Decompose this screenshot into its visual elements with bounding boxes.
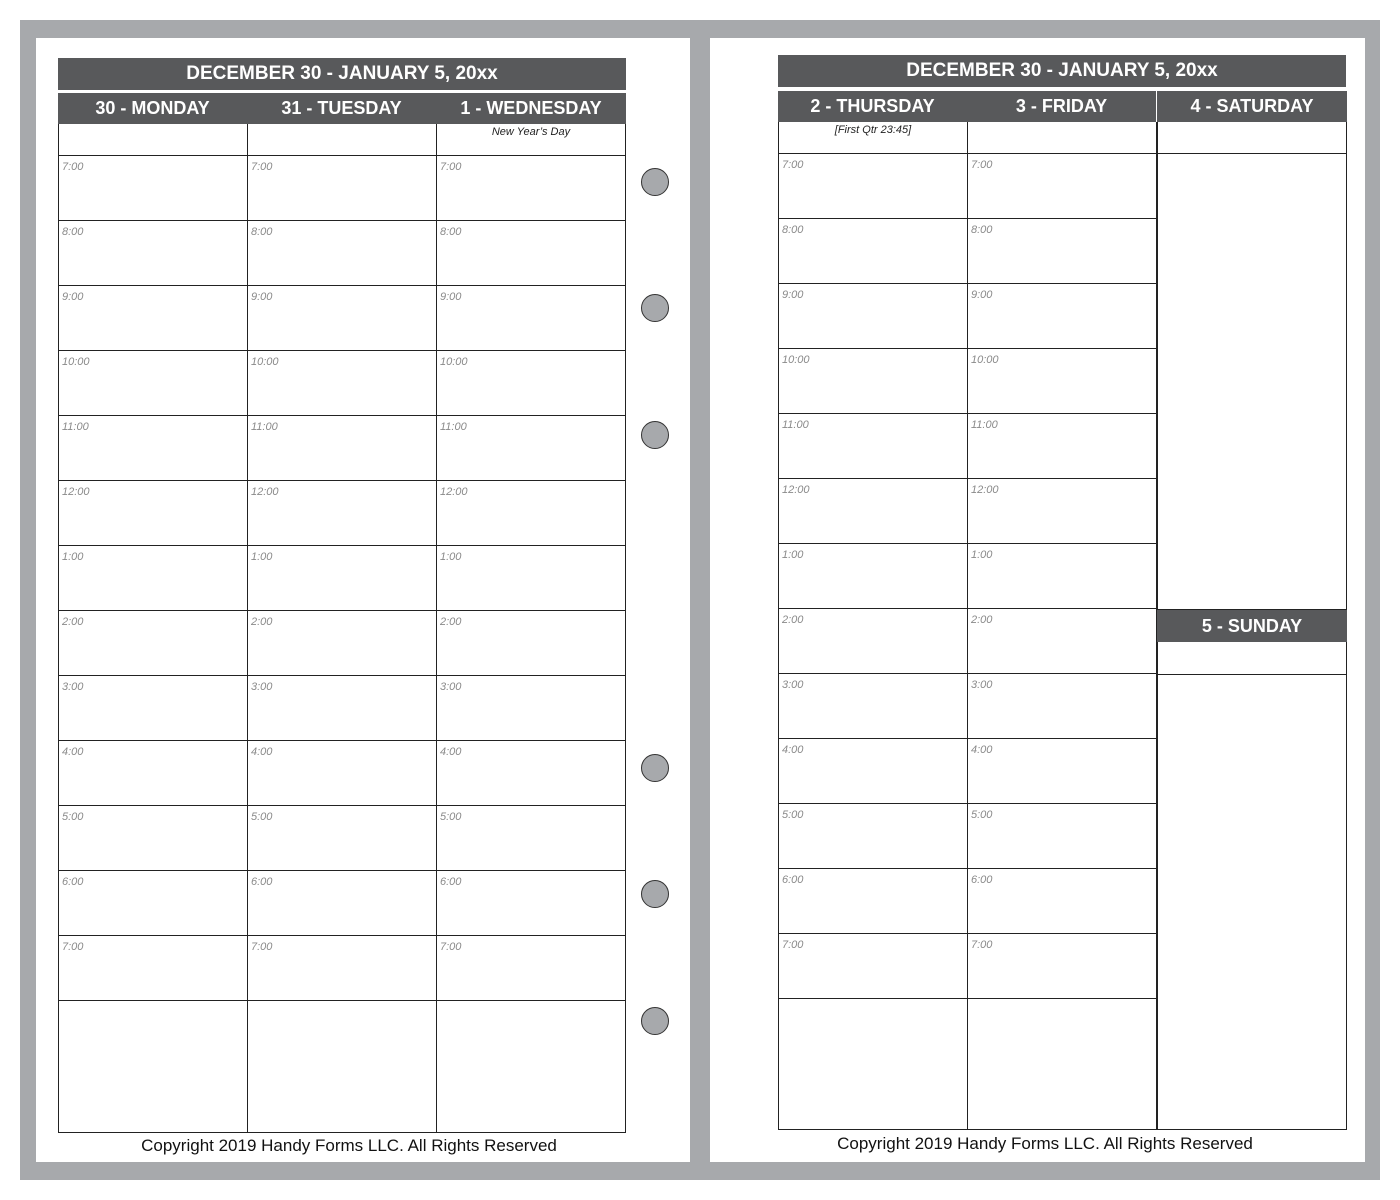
time-slot[interactable] bbox=[967, 609, 1157, 674]
time-slot[interactable] bbox=[967, 739, 1157, 804]
time-label: 4:00 bbox=[62, 746, 84, 758]
day-note-cell[interactable] bbox=[247, 124, 437, 156]
day-note-cell[interactable] bbox=[436, 124, 626, 156]
time-slot[interactable] bbox=[247, 741, 437, 806]
time-slot[interactable] bbox=[58, 546, 248, 611]
time-label: 12:00 bbox=[62, 486, 90, 498]
time-slot[interactable] bbox=[247, 806, 437, 871]
time-slot[interactable] bbox=[778, 479, 968, 544]
time-label: 8:00 bbox=[251, 226, 273, 238]
time-slot[interactable] bbox=[778, 349, 968, 414]
time-label: 7:00 bbox=[440, 941, 462, 953]
time-slot[interactable] bbox=[58, 741, 248, 806]
time-label: 7:00 bbox=[782, 939, 804, 951]
time-slot[interactable] bbox=[436, 871, 626, 936]
time-label: 10:00 bbox=[971, 354, 999, 366]
time-label: 3:00 bbox=[62, 681, 84, 693]
day-note: New Year’s Day bbox=[491, 126, 571, 138]
time-slot[interactable] bbox=[967, 219, 1157, 284]
time-label: 5:00 bbox=[62, 811, 84, 823]
time-slot[interactable] bbox=[778, 544, 968, 609]
time-slot[interactable] bbox=[436, 481, 626, 546]
time-label: 8:00 bbox=[440, 226, 462, 238]
day-header: 30 - MONDAY bbox=[58, 93, 247, 124]
notes-cell[interactable] bbox=[247, 1001, 437, 1133]
time-label: 10:00 bbox=[251, 356, 279, 368]
time-label: 8:00 bbox=[62, 226, 84, 238]
time-label: 7:00 bbox=[62, 161, 84, 173]
time-slot[interactable] bbox=[436, 546, 626, 611]
time-label: 12:00 bbox=[251, 486, 279, 498]
time-label: 8:00 bbox=[971, 224, 993, 236]
time-slot[interactable] bbox=[58, 806, 248, 871]
time-slot[interactable] bbox=[58, 611, 248, 676]
time-slot[interactable] bbox=[247, 936, 437, 1001]
time-slot[interactable] bbox=[778, 609, 968, 674]
time-slot[interactable] bbox=[247, 871, 437, 936]
time-slot[interactable] bbox=[967, 934, 1157, 999]
day-note-cell[interactable] bbox=[967, 122, 1157, 154]
time-label: 1:00 bbox=[782, 549, 804, 561]
time-slot[interactable] bbox=[778, 219, 968, 284]
time-label: 12:00 bbox=[971, 484, 999, 496]
day-header: 2 - THURSDAY bbox=[778, 91, 967, 122]
day-header: 1 - WEDNESDAY bbox=[436, 93, 626, 124]
time-label: 7:00 bbox=[62, 941, 84, 953]
time-slot[interactable] bbox=[436, 741, 626, 806]
time-slot[interactable] bbox=[967, 154, 1157, 219]
time-label: 3:00 bbox=[971, 679, 993, 691]
time-label: 7:00 bbox=[971, 939, 993, 951]
day-header: 4 - SATURDAY bbox=[1157, 91, 1347, 122]
time-slot[interactable] bbox=[58, 871, 248, 936]
time-label: 10:00 bbox=[782, 354, 810, 366]
notes-cell[interactable] bbox=[58, 1001, 248, 1133]
day-note-cell[interactable] bbox=[1157, 122, 1347, 154]
time-slot[interactable] bbox=[778, 674, 968, 739]
time-label: 1:00 bbox=[971, 549, 993, 561]
day-header: 3 - FRIDAY bbox=[967, 91, 1156, 122]
time-slot[interactable] bbox=[58, 351, 248, 416]
time-label: 5:00 bbox=[440, 811, 462, 823]
time-label: 6:00 bbox=[971, 874, 993, 886]
time-slot[interactable] bbox=[58, 221, 248, 286]
time-label: 1:00 bbox=[62, 551, 84, 563]
right-page-title: DECEMBER 30 - JANUARY 5, 20xx bbox=[778, 55, 1346, 87]
binder-hole bbox=[641, 754, 669, 782]
time-slot[interactable] bbox=[436, 611, 626, 676]
time-slot[interactable] bbox=[967, 869, 1157, 934]
notes-cell[interactable] bbox=[436, 1001, 626, 1133]
binder-hole bbox=[641, 1007, 669, 1035]
time-label: 7:00 bbox=[782, 159, 804, 171]
time-label: 9:00 bbox=[251, 291, 273, 303]
time-label: 6:00 bbox=[251, 876, 273, 888]
time-label: 7:00 bbox=[971, 159, 993, 171]
time-slot[interactable] bbox=[247, 611, 437, 676]
binder-hole bbox=[641, 294, 669, 322]
day-header: 31 - TUESDAY bbox=[247, 93, 436, 124]
time-slot[interactable] bbox=[247, 351, 437, 416]
time-slot[interactable] bbox=[436, 416, 626, 481]
time-label: 10:00 bbox=[440, 356, 468, 368]
binder-hole bbox=[641, 880, 669, 908]
time-slot[interactable] bbox=[967, 414, 1157, 479]
time-label: 2:00 bbox=[251, 616, 273, 628]
right-footer: Copyright 2019 Handy Forms LLC. All Rights Reserved bbox=[837, 1134, 1253, 1153]
time-slot[interactable] bbox=[778, 804, 968, 869]
time-slot[interactable] bbox=[58, 416, 248, 481]
day-note-cell[interactable] bbox=[58, 124, 248, 156]
time-label: 7:00 bbox=[440, 161, 462, 173]
time-label: 9:00 bbox=[62, 291, 84, 303]
time-slot[interactable] bbox=[247, 156, 437, 221]
time-slot[interactable] bbox=[436, 156, 626, 221]
time-label: 2:00 bbox=[440, 616, 462, 628]
time-label: 2:00 bbox=[62, 616, 84, 628]
left-page-title: DECEMBER 30 - JANUARY 5, 20xx bbox=[58, 58, 626, 90]
time-label: 7:00 bbox=[251, 941, 273, 953]
time-slot[interactable] bbox=[778, 739, 968, 804]
time-slot[interactable] bbox=[247, 416, 437, 481]
time-slot[interactable] bbox=[778, 869, 968, 934]
time-label: 3:00 bbox=[440, 681, 462, 693]
time-slot[interactable] bbox=[778, 154, 968, 219]
time-label: 9:00 bbox=[971, 289, 993, 301]
time-label: 11:00 bbox=[971, 419, 998, 431]
time-label: 7:00 bbox=[251, 161, 273, 173]
time-label: 6:00 bbox=[62, 876, 84, 888]
time-slot[interactable] bbox=[436, 936, 626, 1001]
time-label: 12:00 bbox=[782, 484, 810, 496]
time-label: 9:00 bbox=[782, 289, 804, 301]
time-label: 4:00 bbox=[440, 746, 462, 758]
time-label: 4:00 bbox=[782, 744, 804, 756]
time-label: 3:00 bbox=[782, 679, 804, 691]
time-slot[interactable] bbox=[436, 221, 626, 286]
time-slot[interactable] bbox=[247, 481, 437, 546]
notes-cell[interactable] bbox=[967, 999, 1157, 1130]
time-slot[interactable] bbox=[247, 676, 437, 741]
binder-hole bbox=[641, 421, 669, 449]
time-slot[interactable] bbox=[58, 481, 248, 546]
time-slot[interactable] bbox=[967, 804, 1157, 869]
time-slot[interactable] bbox=[967, 674, 1157, 739]
time-slot[interactable] bbox=[58, 156, 248, 221]
time-label: 4:00 bbox=[251, 746, 273, 758]
time-label: 11:00 bbox=[62, 421, 89, 433]
time-label: 6:00 bbox=[440, 876, 462, 888]
time-label: 6:00 bbox=[782, 874, 804, 886]
day-note-cell[interactable] bbox=[778, 122, 968, 154]
binder-hole bbox=[641, 168, 669, 196]
time-label: 4:00 bbox=[971, 744, 993, 756]
time-label: 8:00 bbox=[782, 224, 804, 236]
time-slot[interactable] bbox=[967, 544, 1157, 609]
time-label: 9:00 bbox=[440, 291, 462, 303]
saturday-box[interactable] bbox=[1157, 154, 1347, 610]
time-slot[interactable] bbox=[58, 936, 248, 1001]
time-slot[interactable] bbox=[436, 806, 626, 871]
time-label: 3:00 bbox=[251, 681, 273, 693]
time-label: 12:00 bbox=[440, 486, 468, 498]
left-footer: Copyright 2019 Handy Forms LLC. All Rights Reserved bbox=[141, 1136, 557, 1155]
time-label: 11:00 bbox=[782, 419, 809, 431]
time-label: 2:00 bbox=[782, 614, 804, 626]
time-label: 5:00 bbox=[971, 809, 993, 821]
time-label: 2:00 bbox=[971, 614, 993, 626]
time-slot[interactable] bbox=[436, 286, 626, 351]
time-slot[interactable] bbox=[58, 286, 248, 351]
time-label: 1:00 bbox=[440, 551, 462, 563]
time-slot[interactable] bbox=[778, 934, 968, 999]
time-label: 5:00 bbox=[251, 811, 273, 823]
time-slot[interactable] bbox=[247, 546, 437, 611]
time-slot[interactable] bbox=[967, 479, 1157, 544]
time-label: 10:00 bbox=[62, 356, 90, 368]
time-slot[interactable] bbox=[778, 414, 968, 479]
notes-cell[interactable] bbox=[778, 999, 968, 1130]
time-slot[interactable] bbox=[247, 221, 437, 286]
time-slot[interactable] bbox=[778, 284, 968, 349]
sunday-header: 5 - SUNDAY bbox=[1157, 610, 1347, 642]
sunday-box[interactable] bbox=[1157, 675, 1347, 1130]
time-slot[interactable] bbox=[436, 676, 626, 741]
time-label: 11:00 bbox=[440, 421, 467, 433]
time-slot[interactable] bbox=[967, 349, 1157, 414]
time-label: 5:00 bbox=[782, 809, 804, 821]
time-slot[interactable] bbox=[247, 286, 437, 351]
day-note: [First Qtr 23:45] bbox=[834, 124, 912, 136]
time-slot[interactable] bbox=[967, 284, 1157, 349]
time-slot[interactable] bbox=[58, 676, 248, 741]
time-slot[interactable] bbox=[436, 351, 626, 416]
sunday-note-cell[interactable] bbox=[1157, 642, 1347, 675]
time-label: 1:00 bbox=[251, 551, 273, 563]
time-label: 11:00 bbox=[251, 421, 278, 433]
